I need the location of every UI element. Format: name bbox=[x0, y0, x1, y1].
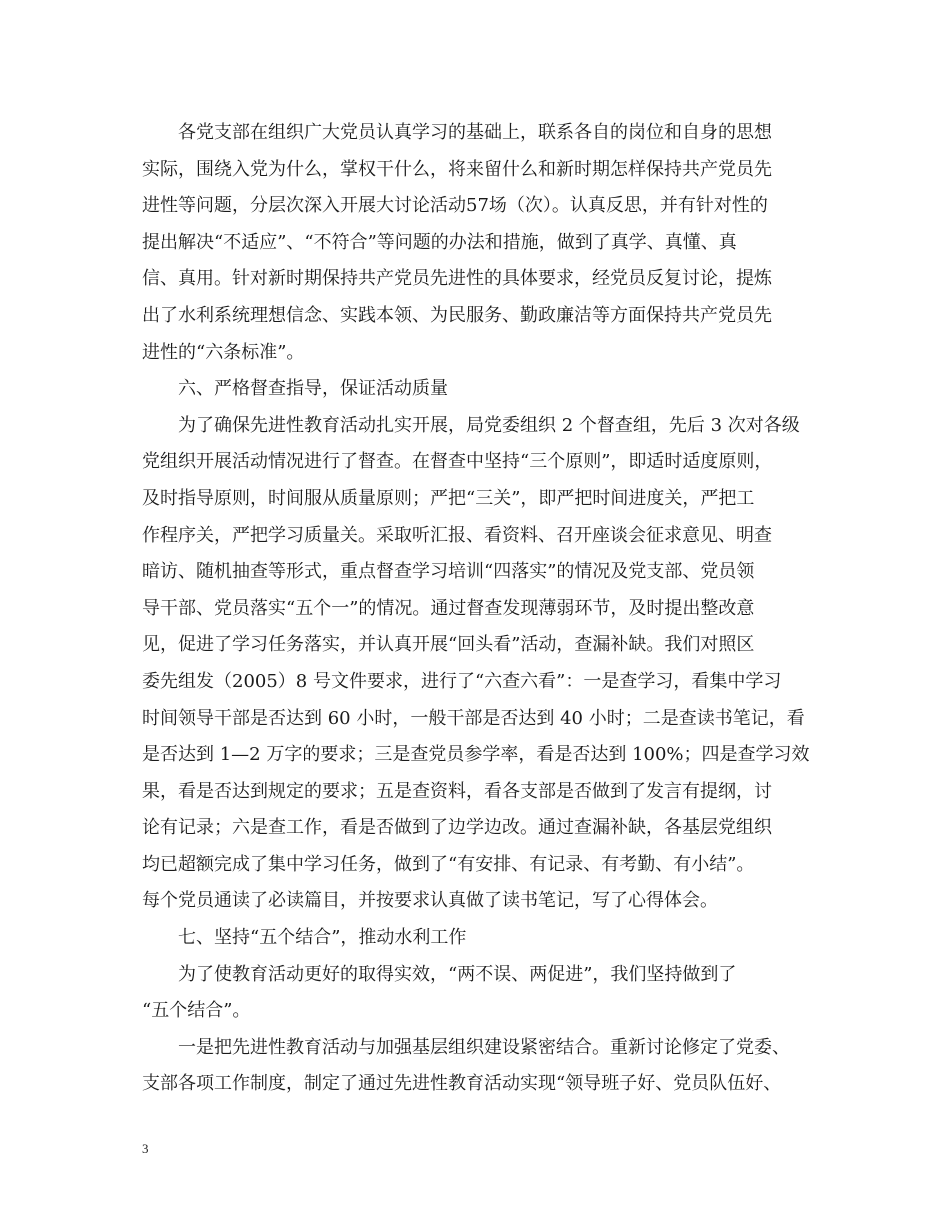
paragraph-line: 党组织开展活动情况进行了督查。在督查中坚持“三个原则”，即适时适度原则， bbox=[142, 451, 773, 473]
paragraph-line: 时间领导干部是否达到 60 小时，一般干部是否达到 40 小时；二是查读书笔记，看 bbox=[142, 707, 805, 729]
paragraph-line: 导干部、党员落实“五个一”的情况。通过督查发现薄弱环节，及时提出整改意 bbox=[142, 597, 755, 619]
paragraph-line: 作程序关，严把学习质量关。采取听汇报、看资料、召开座谈会征求意见、明查 bbox=[142, 524, 772, 546]
paragraph-line: 支部各项工作制度，制定了通过先进性教育活动实现“领导班子好、党员队伍好、 bbox=[142, 1073, 782, 1095]
section-heading: 七、坚持“五个结合”，推动水利工作 bbox=[178, 927, 467, 949]
paragraph-line: 出了水利系统理想信念、实践本领、为民服务、勤政廉洁等方面保持共产党员先 bbox=[142, 304, 772, 326]
paragraph-line: 各党支部在组织广大党员认真学习的基础上，联系各自的岗位和自身的思想 bbox=[178, 122, 772, 143]
paragraph-line: 为了使教育活动更好的取得实效，“两不误、两促进”，我们坚持做到了 bbox=[178, 963, 737, 985]
paragraph-line: 进性等问题，分层次深入开展大讨论活动57场（次）。认真反思，并有针对性的 bbox=[142, 195, 768, 217]
paragraph-line: 见，促进了学习任务落实，并认真开展“回头看”活动，查漏补缺。我们对照区 bbox=[142, 634, 755, 656]
paragraph-line: 一是把先进性教育活动与加强基层组织建设紧密结合。重新讨论修定了党委、 bbox=[178, 1036, 790, 1058]
paragraph-line: 提出解决“不适应”、“不符合”等问题的办法和措施，做到了真学、真懂、真 bbox=[142, 231, 737, 253]
section-heading: 六、严格督查指导，保证活动质量 bbox=[178, 378, 448, 400]
page-number: 3 bbox=[142, 1141, 149, 1156]
paragraph-line: 均已超额完成了集中学习任务，做到了“有安排、有记录、有考勤、有小结”。 bbox=[142, 853, 755, 875]
paragraph-line: 及时指导原则，时间服从质量原则；严把“三关”，即严把时间进度关，严把工 bbox=[142, 487, 755, 509]
paragraph-line: 是否达到 1—2 万字的要求；三是查党员参学率，看是否达到 100%；四是查学习效 bbox=[142, 744, 810, 766]
paragraph-line: 论有记录；六是查工作，看是否做到了边学边改。通过查漏补缺，各基层党组织 bbox=[142, 817, 772, 839]
paragraph-line: “五个结合”。 bbox=[142, 1000, 251, 1022]
paragraph-line: 每个党员通读了必读篇目，并按要求认真做了读书笔记，写了心得体会。 bbox=[142, 890, 718, 912]
paragraph-line: 委先组发（2005）8 号文件要求，进行了“六查六看”：一是查学习，看集中学习 bbox=[142, 670, 782, 692]
paragraph-line: 暗访、随机抽查等形式，重点督查学习培训“四落实”的情况及党支部、党员领 bbox=[142, 561, 755, 583]
paragraph-line: 为了确保先进性教育活动扎实开展，局党委组织 2 个督查组，先后 3 次对各级 bbox=[178, 414, 800, 436]
paragraph-line: 信、真用。针对新时期保持共产党员先进性的具体要求，经党员反复讨论，提炼 bbox=[142, 268, 772, 290]
paragraph-line: 进性的“六条标准”。 bbox=[142, 341, 305, 363]
paragraph-line: 实际，围绕入党为什么，掌权干什么，将来留什么和新时期怎样保持共产党员先 bbox=[142, 158, 772, 180]
document-body bbox=[142, 115, 814, 1103]
paragraph-line: 果，看是否达到规定的要求；五是查资料，看各支部是否做到了发言有提纲，讨 bbox=[142, 780, 772, 802]
